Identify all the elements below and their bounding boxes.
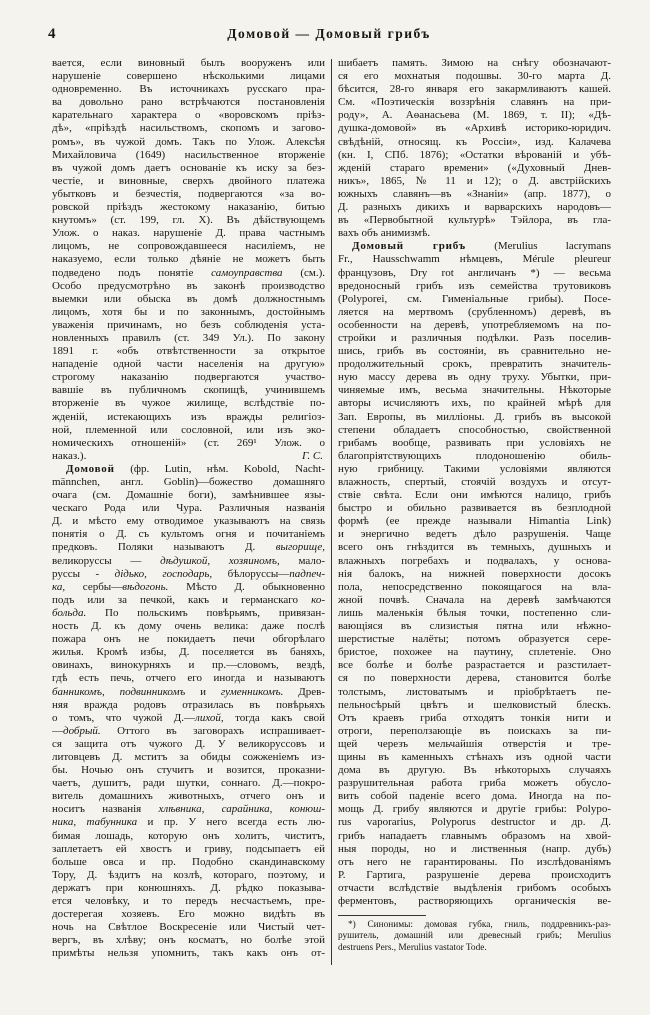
text-line: достерегая хозяевъ. Его можно видѣть въ: [52, 908, 325, 921]
text-line: шерстистые налёты; потомъ образуется сере-: [338, 633, 611, 646]
italic-term: ко-: [311, 593, 325, 606]
text-line: руссы - дідько, господарь, бѣлоруссы—падпеч-: [52, 567, 325, 580]
text-line: —добрый. Оттого въ заговорахъ испрашивает-: [52, 724, 325, 737]
text-line: все болѣе и болѣе разрастается и разстилает-: [338, 659, 611, 672]
italic-term: хлѣвника, сарайника, конюш-: [158, 803, 325, 816]
text-line: предковъ. Поляки называютъ Д. выгорище,: [52, 541, 325, 554]
text-line: ческаго Рода или Чура. Различныя названія: [52, 502, 325, 515]
text-line: очага (см. Домашніе боги), замѣнившее язы-: [52, 489, 325, 502]
text-columns: [52, 57, 611, 965]
text-line: ся его мохнатыя подошвы. 30-го марта Д.: [338, 70, 611, 83]
text-line: destruens Pers., Merulius vastator Tode.: [338, 942, 487, 953]
running-title: Домовой — Домовый грибъ: [227, 26, 431, 41]
text-line: выемки или обыска въ домѣ должностнымъ: [52, 292, 325, 305]
text-line: Тору, Д. ѣздитъ на козлѣ, котораго, поэтому, и: [52, 868, 325, 881]
text-line: благопріятствующихъ плодоношенію обиль-: [338, 449, 611, 462]
text-line: жилья. Кромѣ избы, Д. поселяется въ баняхъ,: [52, 646, 325, 659]
text-line: вредоносный грибъ изъ семейства трутовиковъ: [338, 279, 611, 292]
entry-headword: Домовый грибъ: [352, 240, 466, 253]
text-line: дѣ», «пріѣздѣ насильствомъ, скопомъ и загово-: [52, 122, 325, 135]
text-line: грибъ нападаетъ главнымъ образомъ на хвой-: [338, 829, 611, 842]
italic-term: самоуправства: [211, 266, 283, 279]
text-line: понятія о Д. съ культомъ огня и почитаніемъ: [52, 528, 325, 541]
italic-term: падпеч-: [289, 567, 325, 580]
text-line: быстро и обильно развивается въ безплодной: [338, 502, 611, 515]
text-line: жденій, истекающихъ изъ вражды религіоз-: [52, 410, 325, 423]
page-header: [48, 26, 610, 44]
text-line: примѣты нельзя упомнить, такъ какъ онъ от-: [52, 947, 325, 960]
page-number: 4: [48, 26, 56, 42]
text-line: шибаетъ память. Зимою на снѣгу обозначают-: [338, 57, 611, 69]
text-line: Р. Гартига, разрушеніе дерева происходитъ: [338, 868, 611, 881]
text-line: душка-домовой» въ «Архивѣ историко-юридич.: [338, 122, 611, 135]
text-line: отъ него не гарантированы. По изслѣдованіямъ: [338, 855, 611, 868]
text-line: вавшіе въ публичномъ скопищѣ, учинившемъ: [52, 384, 325, 397]
text-line: въ чужой домъ даетъ основаніе къ иску за без-: [52, 161, 325, 174]
text-line: ка, сербы—вѣдогонь. Мѣсто Д. обыкновенно: [52, 580, 325, 593]
text-line: нападеніе одной части населенія на другую»: [52, 358, 325, 371]
text-line: пожара онъ не покидаетъ печи обгорѣлаго: [52, 633, 325, 646]
text-line: бимая лошадь, которую онъ холитъ, чиститъ,: [52, 829, 325, 842]
text-line: новленныхъ правилъ (ст. 349 Ул.). По закону: [52, 331, 325, 344]
text-line: *) Синонимы: домовая губка, гниль, поддревникъ-раз-: [348, 920, 611, 931]
text-line: степени обладаетъ способностью, свойственной: [338, 423, 611, 436]
italic-term: добрый.: [63, 724, 101, 737]
text-line: подъ или за печкой, какъ и германскаго ко-: [52, 593, 325, 606]
text-line: (кн. I, СПб. 1876); «Остатки вѣрованій и убѣ-: [338, 148, 611, 161]
text-line: вторженіе въ чужое жилище, вслѣдствіе по-: [52, 397, 325, 410]
footnote: [338, 920, 611, 954]
text-line: лишь маленькія бѣлыя точки, постепенно сли-: [338, 606, 611, 619]
text-line: 1891 г. «объ отвѣтственности за открытое: [52, 345, 325, 358]
text-line: роду», А. Аѳанасьева (М. 1869, т. II); «Дѣ-: [338, 109, 611, 122]
text-line: Д. разныхъ дикихъ и варварскихъ народовъ—: [338, 201, 611, 214]
text-line: ляется на мертвомъ (срубленномъ) деревѣ, въ: [338, 305, 611, 318]
text-line: уваженія причинамъ, но безъ соблюденія уста-: [52, 318, 325, 331]
text-line: номическихъ отношеній» (ст. 269¹ Улож. о: [52, 436, 325, 449]
text-line: жной почвѣ. Сначала на деревѣ замѣчаются: [338, 593, 611, 606]
text-line: ва довольно рано встрѣчаются постановленія: [52, 96, 325, 109]
text-line: карательнаго характера о «воровскомъ пріѣз-: [52, 109, 325, 122]
text-line: стройки и различныя подѣлки. Разъ поселив-: [338, 331, 611, 344]
text-line: ной, племенной или сословной, или изъ эко-: [52, 423, 325, 436]
text-line: влажность, спертый, стоячій воздухъ и отсут-: [338, 476, 611, 488]
text-line: щей черезъ мельчайшія отверстія и тре-: [338, 737, 611, 750]
text-line: бы. Ночью онъ стучитъ и возится, проказни-: [52, 764, 325, 777]
italic-term: дѣдушкой, хозяиномъ,: [160, 554, 280, 567]
text-line: Домовой (фр. Lutin, нѣм. Kobold, Nacht-: [66, 462, 325, 475]
entry-headword: Домовой: [66, 462, 115, 475]
text-line: (Polyporei, см. Гименіальные грибы). Посе-: [338, 292, 611, 305]
text-line: наказуемо, если только дѣяніе не можетъ быть: [52, 253, 325, 266]
text-line: носитъ названія хлѣвника, сарайника, конюш-: [52, 803, 325, 816]
text-line: Зап. Европы, въ милліоны. Д. грибъ въ высокой: [338, 410, 611, 423]
text-line: шись, грибъ въ состояніи, въ сравнительно не-: [338, 345, 611, 358]
text-line: южныхъ славянъ—въ «Знаніи» (апр. 1877), о: [338, 187, 611, 200]
text-line: лицомъ, хотя бы и по законнымъ, достойнымъ: [52, 305, 325, 318]
text-line: дома въ другую. Въ нѣкоторыхъ случаяхъ: [338, 764, 611, 777]
text-line: бристое, похожее на паутину, сплетеніе. Оно: [338, 646, 611, 659]
text-line: одновременно. Въ источникахъ русскаго пра-: [52, 83, 325, 96]
text-line: особенности на деревѣ, употребляемомъ на по-: [338, 318, 611, 331]
author-signature: Г. С.: [301, 449, 323, 462]
text-line: ную грибницу. Такими условіями являются: [338, 462, 611, 475]
text-line: продолжительный срокъ, превратить значитель-: [338, 358, 611, 371]
text-line: свѣдѣній, относящ. къ Россіи», изд. Калачева: [338, 135, 611, 148]
text-line: Д. и мѣсто ему отводимое указываютъ на связь: [52, 515, 325, 528]
text-line: нія балокъ, на нижней поверхности досокъ: [338, 567, 611, 580]
text-line: нарушеніе совершено нѣсколькими лицами: [52, 70, 325, 83]
text-line: пельносѣрый цвѣтъ и шелковистый блескъ.: [338, 698, 611, 711]
text-line: Михайловича (1649) насильственное вторженіе: [52, 148, 325, 161]
text-line: См. «Поэтическія воззрѣнія славянъ на при-: [338, 96, 611, 109]
text-line: ся по поверхности дерева, становится болѣе: [338, 672, 611, 685]
text-line: рушитель, домашній или древесный грибъ; Merulius: [338, 931, 611, 942]
text-line: кнутомъ» (ст. 199, гл. X). Въ дѣйствующемъ: [52, 214, 325, 227]
text-line: ность Д. къ дому очень велика: даже послѣ: [52, 620, 325, 633]
italic-term: ка,: [52, 580, 66, 593]
text-line: убытковъ и безчестія, подвергаются «за во-: [52, 187, 325, 200]
text-line: толстымъ, листоватымъ и пріобрѣтаетъ пе-: [338, 685, 611, 698]
column-divider: [331, 59, 332, 965]
text-line: чиняемые имъ, весьма значительны. Нѣкоторые: [338, 384, 611, 397]
italic-term: выгорище,: [275, 541, 325, 554]
italic-term: лихой,: [195, 711, 224, 724]
text-line: ную массу дерева въ одну труху. Убытки, при-: [338, 371, 611, 384]
text-line: ствіе свѣта. Если они имѣются налицо, грибъ: [338, 489, 611, 502]
text-line: жденій стараго времени» («Духовный Днев-: [338, 161, 611, 174]
text-line: авторы исчисляютъ ихъ, по крайней мѣрѣ для: [338, 397, 611, 410]
italic-term: дідько, господарь,: [114, 567, 213, 580]
text-line: мощь Д. грибу являются и другіе грибы: Polypo-: [338, 803, 611, 816]
text-line: банникомъ, подвинникомъ и гуменникомъ. Древ-: [52, 685, 325, 698]
text-line: влажныхъ погребахъ и подвалахъ, у основа-: [338, 554, 611, 567]
text-line: витель домашнихъ животныхъ, отчего онъ и: [52, 790, 325, 803]
text-line: бѣсится, 28-го января его закармливаютъ кашей.: [338, 83, 611, 96]
text-line: и энергично ведетъ дѣло разрушенія. Чаще: [338, 528, 611, 541]
italic-term: больда.: [52, 606, 87, 619]
text-line: подведено подъ понятіе самоуправства (см.).: [52, 266, 325, 279]
text-line: ферментовъ, растворяющихъ органическія ве-: [338, 895, 611, 907]
text-line: больше овса и пр. Подобно скандинавскому: [52, 855, 325, 868]
text-line: ся защита отъ чужого Д. У великоруссовъ и: [52, 737, 325, 750]
text-line: отроги, переползающіе въ поискахъ за пи-: [338, 724, 611, 737]
text-line: строгому наказанію подвергаются участво-: [52, 371, 325, 384]
text-line: ника, табунника и пр. У него всегда есть лю-: [52, 816, 325, 829]
text-line: rus vaporarius, Polyporus destructor и др. Д.: [338, 816, 611, 829]
text-line: чаетъ, душитъ, ради шутки, соннаго. Д.—покро-: [52, 777, 325, 790]
text-line: больда. По польскимъ повѣрьямъ, привязан-: [52, 606, 325, 619]
text-line: няя вражда родовъ отразилась въ повѣрьяхъ: [52, 698, 325, 711]
text-line: вающіяся въ слизистыя пятна или нѣжно-: [338, 620, 611, 633]
right-column: [338, 57, 611, 965]
text-line: вергъ, въ хлѣву; онъ косматъ, но болѣе этой: [52, 934, 325, 947]
italic-term: гуменникомъ.: [220, 685, 284, 698]
text-line: männchen, англ. Goblin)—божество домашняго: [52, 476, 325, 488]
text-line: французовъ, Dry rot англичанъ *) — весьма: [338, 266, 611, 279]
italic-term: вѣдогонь.: [122, 580, 169, 593]
text-line: Особо предусмотрѣно въ законѣ производство: [52, 279, 325, 292]
text-line: никъ», 1865, № 11 и 12); о Д. австрійскихъ: [338, 174, 611, 187]
text-line: грибамъ вообще, развивать при условіяхъ не: [338, 436, 611, 449]
text-line: вается, если виновный былъ вооруженъ или: [52, 57, 325, 69]
text-line: ромъ», въ чужой домъ. Такъ по Улож. Алексѣя: [52, 135, 325, 148]
text-line: щины въ каменныхъ стѣнахъ изъ одной части: [338, 750, 611, 763]
text-line: вахъ объ анимизмѣ.: [338, 227, 431, 240]
text-line: великоруссы — дѣдушкой, хозяиномъ, мало-: [52, 554, 325, 567]
right-column-body: [338, 57, 611, 908]
text-line: вить собой паденіе всего дома. Иногда на по-: [338, 790, 611, 803]
text-line: Fr., Hausschwamm нѣмцевъ, Mérule pleureur: [338, 253, 611, 266]
text-line: въ «Первобытной культурѣ» Тэйлора, въ гла-: [338, 214, 611, 227]
text-line: литовцевъ Д. мститъ за обиды сожженіемъ из-: [52, 750, 325, 763]
text-line: формѣ (ее прежде называли Himantia Link): [338, 515, 611, 528]
text-line: честіе, и виновные, сверхъ двойного платежа: [52, 174, 325, 187]
text-line: ныя породы, но и лиственныя (напр. дубъ): [338, 842, 611, 855]
text-line: Домовый грибъ (Merulius lacrymans: [352, 240, 611, 253]
text-line: Г. С. наказ.).: [52, 449, 323, 462]
italic-term: банникомъ, подвинникомъ: [52, 685, 186, 698]
text-line: держатъ при конюшняхъ. Д. рѣдко показыва-: [52, 881, 325, 894]
text-line: ется человѣку, и то передъ несчастьемъ, пре-: [52, 895, 325, 907]
text-line: ровской пріѣздъ жестокому наказанію, битью: [52, 201, 325, 214]
text-line: Отъ краевъ гриба отходятъ тонкія нити и: [338, 711, 611, 724]
italic-term: ника, табунника: [52, 816, 138, 829]
text-line: отчасти вслѣдствіе выдѣленія грибомъ особыхъ: [338, 881, 611, 894]
text-line: всего онъ гнѣздится въ темныхъ, душныхъ и: [338, 541, 611, 554]
text-line: Улож. о наказ. нарушеніе Д. права частнымъ: [52, 227, 325, 240]
text-line: лицомъ, не сопровождавшееся насиліемъ, не: [52, 240, 325, 253]
footnote-rule: [338, 915, 426, 916]
left-column: [52, 57, 325, 965]
text-line: о томъ, что чужой Д.—лихой, тогда какъ свой: [52, 711, 325, 724]
text-line: овинахъ, винокурняхъ и пр.—словомъ, вездѣ,: [52, 659, 325, 672]
text-line: гдѣ есть печь, отчего его иногда и называютъ: [52, 672, 325, 685]
text-line: пола, непосредственно покоящагося на вла-: [338, 580, 611, 593]
text-line: разрушительная работа гриба можетъ обусло-: [338, 777, 611, 790]
text-line: заплетаетъ ей хвостъ и гриву, подсыпаетъ ей: [52, 842, 325, 855]
text-line: ночь на Свѣтлое Воскресеніе или Чистый чет-: [52, 921, 325, 934]
